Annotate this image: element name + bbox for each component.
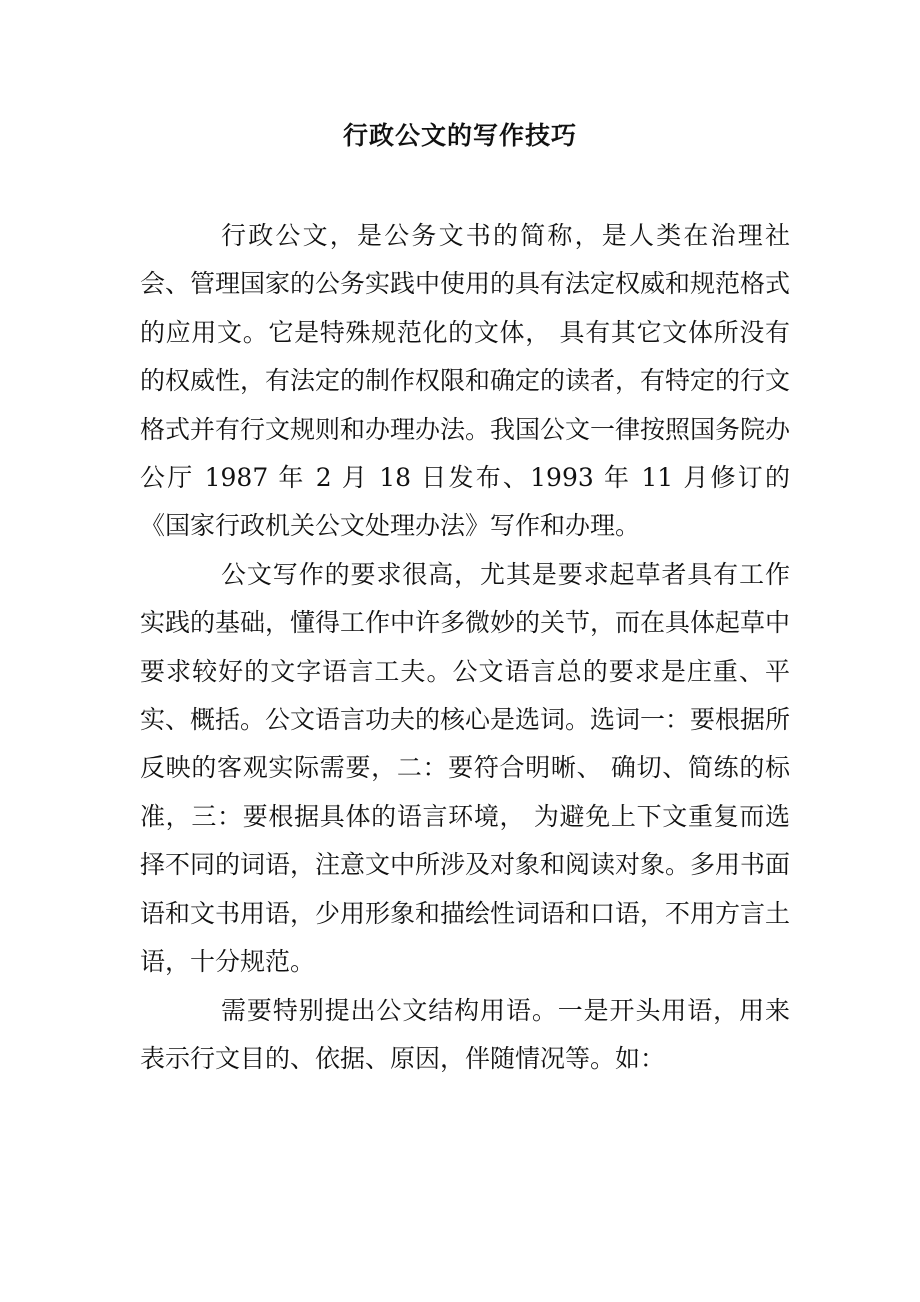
document-body bbox=[140, 212, 790, 1083]
paragraph-1: 行政公文，是公务文书的简称，是人类在治理社会、管理国家的公务实践中使用的具有法定权威和规范格式的应用文。它是特殊规范化的文体， 具有其它文体所没有的权威性，有法定的制作权限和确定的读者，有特定的行文格式并有行文规则和办理办法。我国公文一律按照国务院办公厅 1987 年 2 月 18 日发布、1993 年 11 月修订的《国家行政机关公文处理办法》写作和办理。 bbox=[140, 221, 791, 541]
document-title: 行政公文的写作技巧 bbox=[342, 121, 577, 150]
paragraph-2: 公文写作的要求很高，尤其是要求起草者具有工作实践的基础，懂得工作中许多微妙的关节，而在具体起草中要求较好的文字语言工夫。公文语言总的要求是庄重、平实、概括。公文语言功夫的核心是选词。选词一：要根据所反映的客观实际需要，二：要符合明晰、 确切、简练的标准，三：要根据具体的语言环境， 为避免上下文重复而选择不同的词语，注意文中所涉及对象和阅读对象。多用书面语和文书用语，少用形象和描绘性词语和口语，不用方言土语，十分规范。 bbox=[140, 559, 791, 977]
paragraph-3: 需要特别提出公文结构用语。一是开头用语，用来表示行文目的、依据、原因，伴随情况等。如： bbox=[140, 995, 790, 1073]
